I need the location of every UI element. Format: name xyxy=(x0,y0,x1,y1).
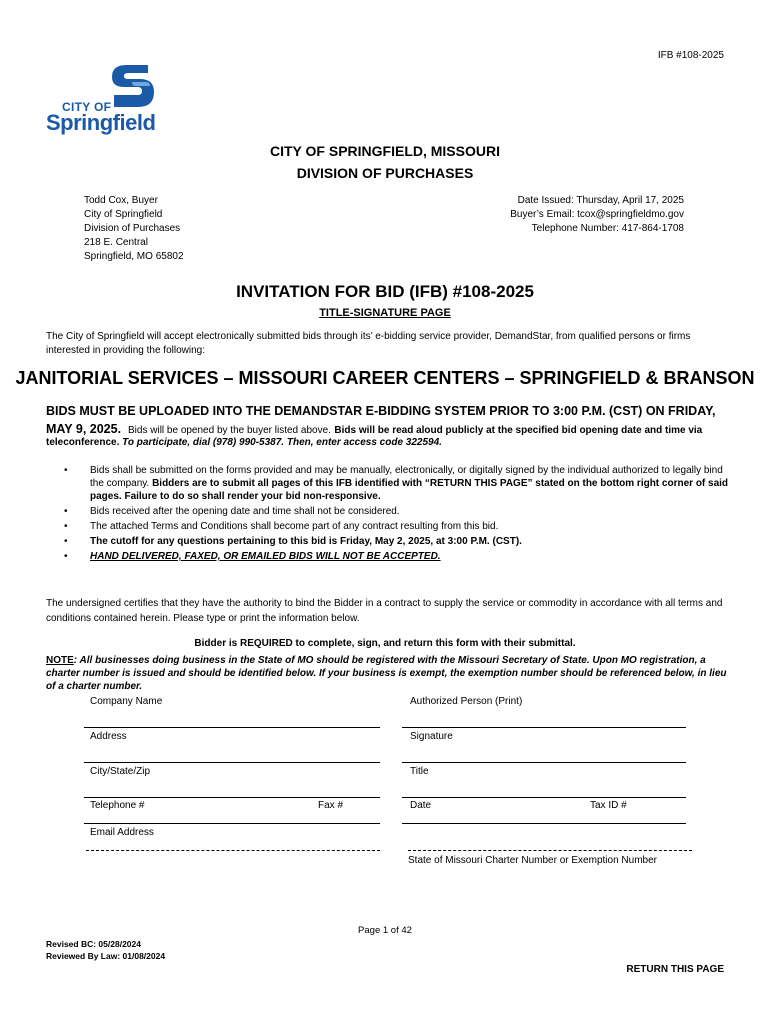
signature-field[interactable] xyxy=(402,762,686,763)
city-state-zip-label: City/State/Zip xyxy=(90,766,151,777)
revision-info xyxy=(46,938,165,962)
participate-instructions: To participate, dial (978) 990-5387. Then, enter access code 322594. xyxy=(122,437,442,448)
logo-city-of: CITY OF xyxy=(62,100,112,114)
list-item xyxy=(64,550,730,563)
buyer-line: Todd Cox, Buyer xyxy=(84,195,158,206)
return-this-page: RETURN THIS PAGE xyxy=(626,964,724,975)
title-field[interactable] xyxy=(402,797,686,798)
buyer-line: City of Springfield xyxy=(84,209,163,220)
authorized-person-label: Authorized Person (Print) xyxy=(410,696,523,707)
intro-paragraph: The City of Springfield will accept electronically submitted bids through its’ e-bidding service provider, DemandStar, from qualified persons or firms interested in providing the following: xyxy=(46,331,691,356)
title-label: Title xyxy=(410,766,429,777)
page-number: Page 1 of 42 xyxy=(358,925,412,936)
city-state-zip-field[interactable] xyxy=(84,797,380,798)
charter-number-label: State of Missouri Charter Number or Exemption Number xyxy=(408,855,657,866)
buyer-line: 218 E. Central xyxy=(84,237,148,248)
bullet-text-bold: Bidders are to submit all pages of this IFB identified with “RETURN THIS PAGE” stated on the bottom right corner of said pages. Failure to do so shall render your bid non-responsive. xyxy=(90,478,729,502)
list-item xyxy=(64,520,730,533)
deadline-opened: Bids will be opened by the buyer listed above. xyxy=(128,425,331,436)
date-label: Date xyxy=(410,800,432,811)
email-address-field[interactable] xyxy=(86,850,380,851)
signature-label: Signature xyxy=(410,731,453,742)
required-notice: Bidder is REQUIRED to complete, sign, and return this form with their submittal. xyxy=(194,638,576,649)
deadline-main: BIDS MUST BE UPLOADED INTO THE DEMANDSTAR E-BIDDING SYSTEM PRIOR TO 3:00 P.M. (CST) ON FRIDAY, MAY 9, 2025. xyxy=(46,404,716,436)
revised-date: Revised BC: 05/28/2024 xyxy=(46,939,141,949)
telephone-number: Telephone Number: 417-864-1708 xyxy=(531,223,684,234)
address-field[interactable] xyxy=(84,762,380,763)
buyer-line: Springfield, MO 65802 xyxy=(84,251,184,262)
address-label: Address xyxy=(90,731,127,742)
bullet-text-bold: The cutoff for any questions pertaining to this bid is Friday, May 2, 2025, at 3:00 P.M. (CST). xyxy=(90,536,522,547)
company-name-field[interactable] xyxy=(84,727,380,728)
telephone-label: Telephone # xyxy=(90,800,145,811)
teleconference-line xyxy=(46,437,732,448)
ifb-number: IFB #108-2025 xyxy=(657,50,724,61)
teleconference-label: teleconference. xyxy=(46,437,120,448)
city-logo xyxy=(46,62,162,138)
springfield-s-logo-icon xyxy=(108,62,156,112)
header-title-line2: DIVISION OF PURCHASES xyxy=(296,165,474,181)
project-title: JANITORIAL SERVICES – MISSOURI CAREER CENTERS – SPRINGFIELD & BRANSON xyxy=(15,368,755,388)
deadline-read-aloud: Bids will be read aloud publicly at the specified bid opening date and time via xyxy=(334,425,703,436)
buyer-line: Division of Purchases xyxy=(84,223,181,234)
issue-info-block xyxy=(510,194,684,236)
fax-label: Fax # xyxy=(318,800,344,811)
list-item xyxy=(64,464,730,503)
bullet-text: Bids received after the opening date and time shall not be considered. xyxy=(90,506,400,517)
bullet-text: The attached Terms and Conditions shall become part of any contract resulting from this bid. xyxy=(90,521,499,532)
bid-rules-list xyxy=(64,464,730,565)
ifb-title: INVITATION FOR BID (IFB) #108-2025 xyxy=(236,282,534,301)
date-tax-id-field[interactable] xyxy=(402,823,686,824)
list-item xyxy=(64,535,730,548)
logo-springfield: Springfield xyxy=(46,110,156,135)
certification-paragraph: The undersigned certifies that they have the authority to bind the Bidder in a contract to supply the service or commodity in accordance with all terms and conditions contained herein. Please type or print the information below. xyxy=(46,598,723,624)
bullet-text: Bids shall be submitted on the forms provided and may be manually, electronically, or digitally signed by the individual authorized to legally bind the company. xyxy=(90,465,723,489)
header-title-line1: CITY OF SPRINGFIELD, MISSOURI xyxy=(270,143,500,159)
date-issued: Date Issued: Thursday, April 17, 2025 xyxy=(517,195,684,206)
authorized-person-field[interactable] xyxy=(402,727,686,728)
bullet-text-warning: HAND DELIVERED, FAXED, OR EMAILED BIDS WILL NOT BE ACCEPTED. xyxy=(90,551,441,562)
company-name-label: Company Name xyxy=(90,696,163,707)
email-address-label: Email Address xyxy=(90,827,154,838)
reviewed-date: Reviewed By Law: 01/08/2024 xyxy=(46,951,166,961)
note-text: : All businesses doing business in the State of MO should be registered with the Missouri Secretary of State. Upon MO registration, a charter number is issued and should be identified below. If your business is exempt, the exemption number should be referenced below, in lieu of a charter number. xyxy=(46,655,727,692)
charter-number-field[interactable] xyxy=(408,850,692,851)
buyer-email: Buyer’s Email: tcox@springfieldmo.gov xyxy=(510,209,684,220)
deadline-paragraph xyxy=(46,402,732,440)
signature-page-label: TITLE-SIGNATURE PAGE xyxy=(319,307,451,319)
telephone-fax-field[interactable] xyxy=(84,823,380,824)
buyer-address-block xyxy=(84,194,184,264)
list-item xyxy=(64,505,730,518)
note-label: NOTE xyxy=(46,655,74,666)
registration-note xyxy=(46,654,730,693)
tax-id-label: Tax ID # xyxy=(590,800,627,811)
